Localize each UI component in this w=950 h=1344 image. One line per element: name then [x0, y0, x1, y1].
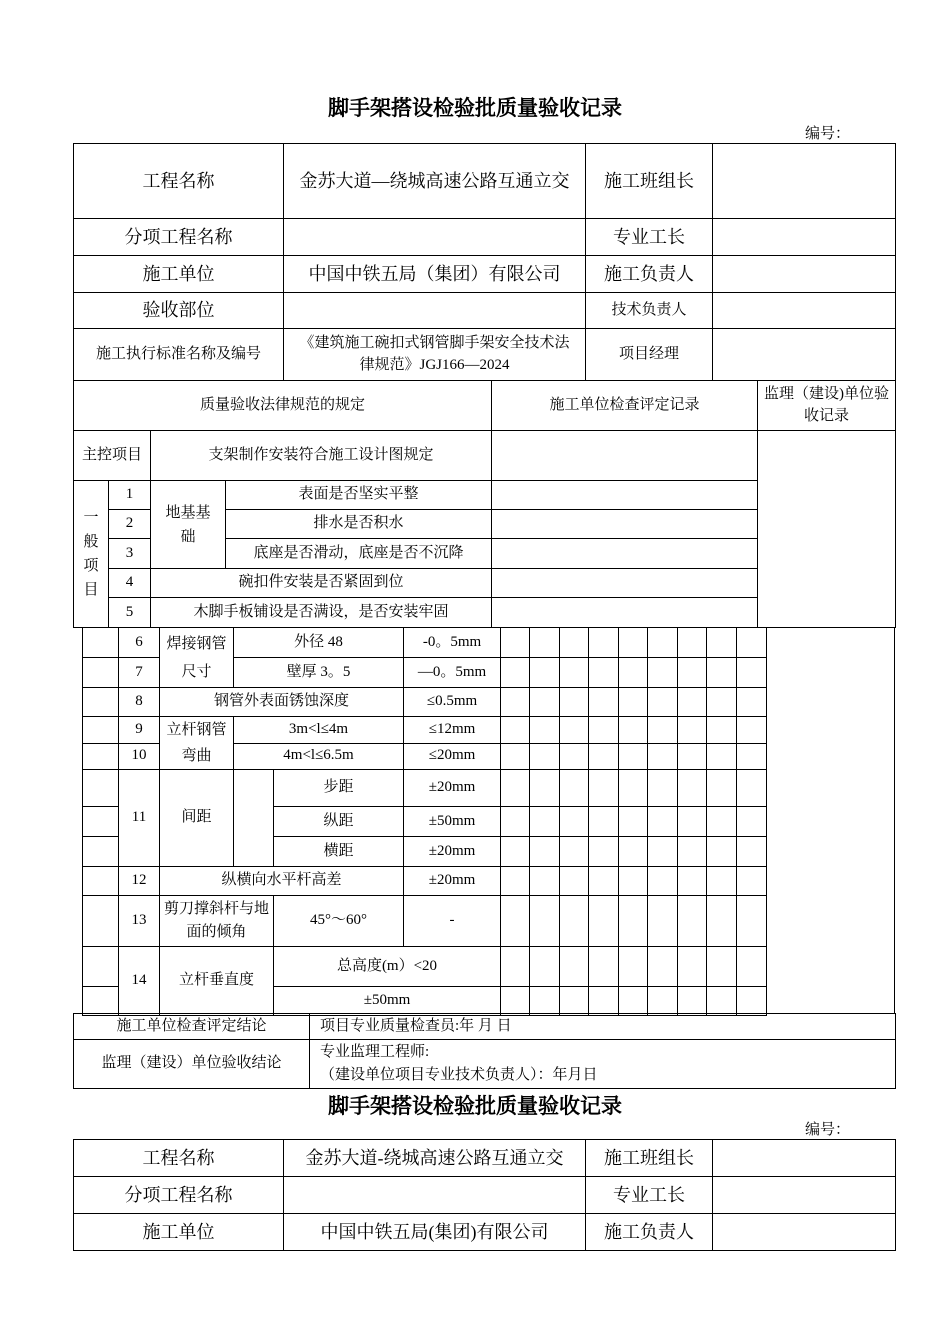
code-label: 编号：	[804, 126, 850, 142]
construction-head-label: 施工负责人	[586, 256, 713, 293]
general-record[interactable]	[492, 481, 758, 510]
general-record[interactable]	[492, 510, 758, 539]
general-no: 2	[109, 510, 151, 539]
item-label: 纵距	[274, 807, 404, 837]
item-label: 立杆垂直度	[160, 947, 274, 1016]
main-control-label: 主控项目	[74, 431, 151, 481]
tolerance: ≤12mm	[404, 717, 501, 744]
item-label: 纵横向水平杆高差	[160, 867, 404, 896]
general-item-text: 碗扣件安装是否紧固到位	[151, 569, 492, 598]
general-record[interactable]	[492, 598, 758, 628]
row-no: 6	[119, 628, 160, 658]
row-no: 9	[119, 717, 160, 744]
row-no: 11	[119, 770, 160, 867]
items-table	[73, 380, 896, 628]
supervision-record[interactable]	[758, 431, 896, 628]
sub-project-label: 分项工程名称	[74, 1177, 284, 1214]
foreman-label: 专业工长	[586, 219, 713, 256]
pm-label: 项目经理	[586, 329, 713, 381]
sub-project-label: 分项工程名称	[74, 219, 284, 256]
tolerance: -0。5mm	[404, 628, 501, 658]
item-label: 3m<l≤4m	[234, 717, 404, 744]
item-label: 步距	[274, 770, 404, 807]
height-condition: 总高度(m）<20	[274, 947, 501, 987]
supervision-conclusion-value	[310, 1040, 896, 1089]
unit-label: 施工单位	[74, 256, 284, 293]
team-leader-value[interactable]	[713, 1140, 896, 1177]
project-name-label: 工程名称	[74, 1140, 284, 1177]
tolerance: ±50mm	[274, 987, 501, 1016]
sub-project-value[interactable]	[284, 1177, 586, 1214]
tolerance: ±20mm	[404, 770, 501, 807]
conclusion-table	[73, 1013, 896, 1089]
main-control-text: 支架制作安装符合施工设计图规定	[151, 431, 492, 481]
general-record[interactable]	[492, 569, 758, 598]
measured-table	[82, 627, 767, 1016]
page-title: 脚手架搭设检验批质量验收记录	[328, 96, 622, 120]
tolerance: -	[404, 896, 501, 947]
standard-label: 施工执行标准名称及编号	[74, 329, 284, 381]
general-label: 一般项目	[74, 481, 109, 628]
code-label-2: 编号：	[804, 1122, 850, 1138]
construction-head-label: 施工负责人	[586, 1214, 713, 1251]
team-leader-label: 施工班组长	[586, 144, 713, 219]
table-border	[894, 627, 895, 1014]
tolerance: ±50mm	[404, 807, 501, 837]
tolerance: ≤20mm	[404, 743, 501, 770]
foreman-value[interactable]	[713, 219, 896, 256]
unit-value: 中国中铁五局（集团）有限公司	[284, 256, 586, 293]
sub-project-value[interactable]	[284, 219, 586, 256]
tolerance: ≤0.5mm	[404, 688, 501, 717]
unit-value: 中国中铁五局(集团)有限公司	[284, 1214, 586, 1251]
owner-tech-head-line: （建设单位项目专业技术负责人）：年月日	[320, 1067, 598, 1083]
item-label: 壁厚 3。5	[234, 658, 404, 688]
general-no: 5	[109, 598, 151, 628]
supervision-engineer-line: 专业监理工程师:	[320, 1044, 430, 1060]
pm-value[interactable]	[713, 329, 896, 381]
header-table	[73, 143, 896, 381]
general-no: 4	[109, 569, 151, 598]
row-no: 10	[119, 743, 160, 770]
foreman-label: 专业工长	[586, 1177, 713, 1214]
item-label: 4m<l≤6.5m	[234, 743, 404, 770]
construction-head-value[interactable]	[713, 1214, 896, 1251]
standard-value: 《建筑施工碗扣式钢管脚手架安全技术法律规范》JGJ166—2024	[284, 329, 586, 381]
general-item-text: 表面是否坚实平整	[226, 481, 492, 510]
item-label: 钢管外表面锈蚀深度	[160, 688, 404, 717]
general-no: 1	[109, 481, 151, 510]
location-value[interactable]	[284, 293, 586, 329]
tolerance: —0。5mm	[404, 658, 501, 688]
general-item-text: 排水是否积水	[226, 510, 492, 539]
foundation-label: 地基基础	[151, 481, 226, 569]
row-no: 13	[119, 896, 160, 947]
project-name-value: 金苏大道—绕城高速公路互通立交	[284, 144, 586, 219]
team-leader-value[interactable]	[713, 144, 896, 219]
row-no: 8	[119, 688, 160, 717]
row-no: 14	[119, 947, 160, 1016]
item-label: 横距	[274, 837, 404, 867]
general-no: 3	[109, 539, 151, 569]
tolerance: ±20mm	[404, 837, 501, 867]
construction-conclusion-value: 项目专业质量检查员:年 月 日	[310, 1014, 896, 1040]
supervision-conclusion-label: 监理（建设）单位验收结论	[74, 1040, 310, 1089]
construction-head-value[interactable]	[713, 256, 896, 293]
angle-value: 45°～60°	[274, 896, 404, 947]
unit-label: 施工单位	[74, 1214, 284, 1251]
item-label: 剪刀撑斜杆与地面的倾角	[160, 896, 274, 947]
regulation-header: 质量验收法律规范的规定	[74, 381, 492, 431]
row-no: 12	[119, 867, 160, 896]
group-label: 焊接钢管尺寸	[160, 628, 234, 688]
project-name-label: 工程名称	[74, 144, 284, 219]
main-control-record[interactable]	[492, 431, 758, 481]
group-label: 立杆钢管弯曲	[160, 717, 234, 770]
general-item-text: 木脚手板铺设是否满设，是否安装牢固	[151, 598, 492, 628]
foreman-value[interactable]	[713, 1177, 896, 1214]
tech-head-value[interactable]	[713, 293, 896, 329]
page-title-2: 脚手架搭设检验批质量验收记录	[328, 1094, 622, 1118]
supervision-header: 监理（建设)单位验收记录	[758, 381, 896, 431]
construction-conclusion-label: 施工单位检查评定结论	[74, 1014, 310, 1040]
team-leader-label: 施工班组长	[586, 1140, 713, 1177]
group-label: 间距	[160, 770, 234, 867]
item-label: 外径 48	[234, 628, 404, 658]
project-name-value: 金苏大道-绕城高速公路互通立交	[284, 1140, 586, 1177]
general-item-text: 底座是否滑动，底座是否不沉降	[226, 539, 492, 569]
general-record[interactable]	[492, 539, 758, 569]
location-label: 验收部位	[74, 293, 284, 329]
tolerance: ±20mm	[404, 867, 501, 896]
row-no: 7	[119, 658, 160, 688]
tech-head-label: 技术负责人	[586, 293, 713, 329]
header-table-2	[73, 1139, 896, 1251]
inspection-header: 施工单位检查评定记录	[492, 381, 758, 431]
